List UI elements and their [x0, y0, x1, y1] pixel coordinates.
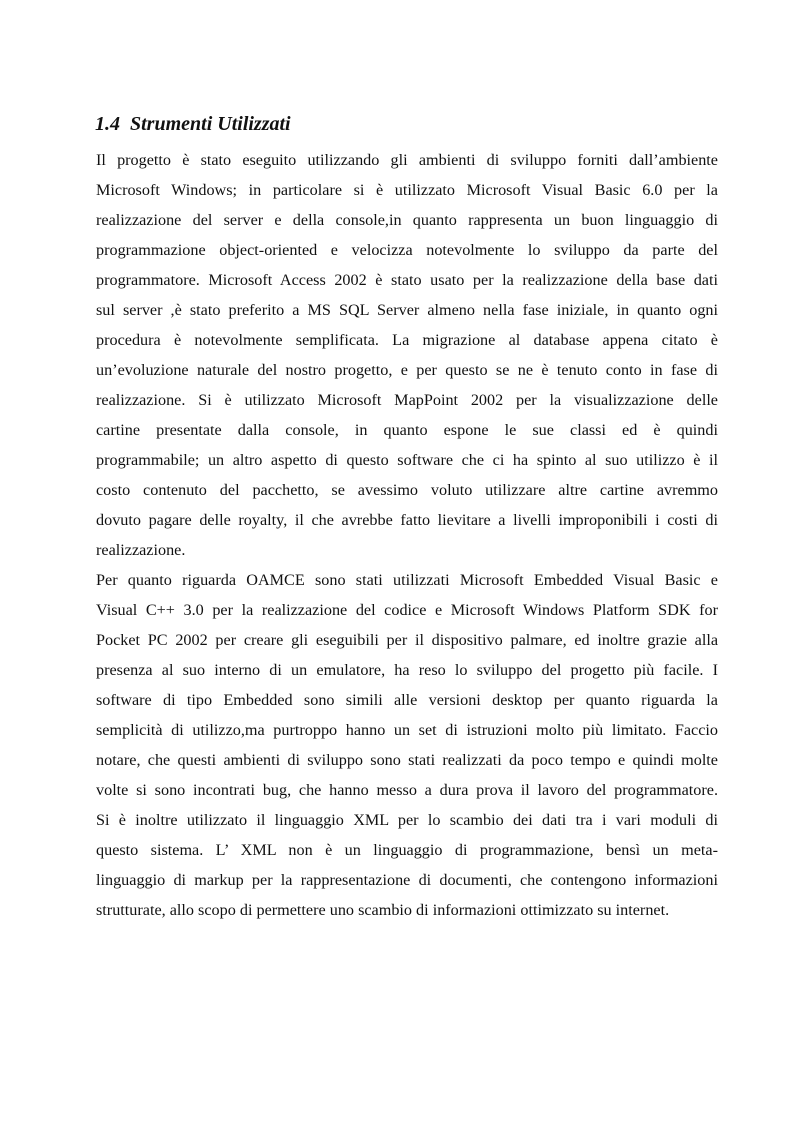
text-line: programmabile; un altro aspetto di questo software che ci ha spinto al suo utilizzo è il	[96, 451, 718, 469]
text-line: programmatore. Microsoft Access 2002 è stato usato per la realizzazione della base dati	[96, 271, 718, 289]
text-line: realizzazione. Si è utilizzato Microsoft MapPoint 2002 per la visualizzazione delle	[96, 391, 718, 409]
text-line: Visual C++ 3.0 per la realizzazione del codice e Microsoft Windows Platform SDK for	[96, 601, 718, 619]
text-line: volte si sono incontrati bug, che hanno messo a dura prova il lavoro del programmatore.	[96, 781, 718, 799]
text-line: programmazione object-oriented e velocizza notevolmente lo sviluppo da parte del	[96, 241, 718, 259]
text-line: sul server ,è stato preferito a MS SQL Server almeno nella fase iniziale, in quanto ogni	[96, 301, 718, 319]
section-title: Strumenti Utilizzati	[130, 113, 291, 135]
text-line: costo contenuto del pacchetto, se avessimo voluto utilizzare altre cartine avremmo	[96, 481, 718, 499]
text-line: cartine presentate dalla console, in quanto espone le sue classi ed è quindi	[96, 421, 718, 439]
text-line: linguaggio di markup per la rappresentazione di documenti, che contengono informazioni	[96, 871, 718, 889]
text-line: Si è inoltre utilizzato il linguaggio XML per lo scambio dei dati tra i vari moduli di	[96, 811, 718, 829]
text-line: realizzazione.	[96, 541, 186, 559]
text-line: Il progetto è stato eseguito utilizzando gli ambienti di sviluppo forniti dall’ambiente	[96, 151, 718, 169]
text-line: presenza al suo interno di un emulatore, ha reso lo sviluppo del progetto più facile. I	[96, 661, 718, 679]
section-number: 1.4	[95, 113, 120, 135]
text-line: Per quanto riguarda OAMCE sono stati utilizzati Microsoft Embedded Visual Basic e	[96, 571, 718, 589]
text-line: notare, che questi ambienti di sviluppo sono stati realizzati da poco tempo e quindi molte	[96, 751, 718, 769]
text-line: Pocket PC 2002 per creare gli eseguibili per il dispositivo palmare, ed inoltre grazie alla	[96, 631, 718, 649]
text-line: Microsoft Windows; in particolare si è utilizzato Microsoft Visual Basic 6.0 per la	[96, 181, 718, 199]
text-line: questo sistema. L’ XML non è un linguaggio di programmazione, bensì un meta-	[96, 841, 718, 859]
text-line: strutturate, allo scopo di permettere uno scambio di informazioni ottimizzato su internet.	[96, 901, 670, 919]
text-line: software di tipo Embedded sono simili alle versioni desktop per quanto riguarda la	[96, 691, 718, 709]
text-line: procedura è notevolmente semplificata. La migrazione al database appena citato è	[96, 331, 718, 349]
section-heading	[95, 110, 715, 138]
text-line: semplicità di utilizzo,ma purtroppo hanno un set di istruzioni molto più limitato. Faccio	[96, 721, 718, 739]
text-line: dovuto pagare delle royalty, il che avrebbe fatto lievitare a livelli improponibili i costi di	[96, 511, 718, 529]
body-text	[96, 145, 718, 925]
paragraph	[96, 145, 718, 565]
paragraph	[96, 565, 718, 925]
text-line: realizzazione del server e della console,in quanto rappresenta un buon linguaggio di	[96, 211, 718, 229]
text-line: un’evoluzione naturale del nostro progetto, e per questo se ne è tenuto conto in fase di	[96, 361, 718, 379]
